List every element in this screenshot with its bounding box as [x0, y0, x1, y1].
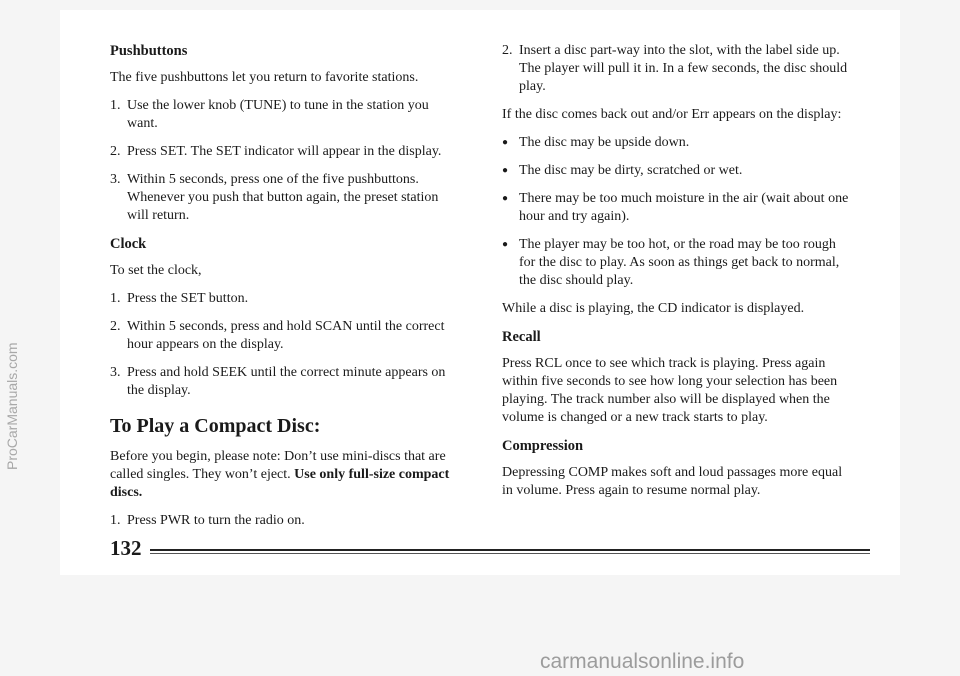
pushbuttons-step: [110, 97, 460, 133]
cd-intro: [110, 448, 460, 502]
bullet-icon: ●: [502, 193, 509, 204]
pushbuttons-intro: The five pushbuttons let you return to favorite stations.: [110, 70, 419, 85]
step-text: Within 5 seconds, press one of the five pushbuttons. Whenever you push that button again, the preset station will return.: [127, 172, 439, 223]
bullet-item: [502, 162, 852, 180]
compression-text: Depressing COMP makes soft and loud passages more equal in volume. Press again to resume normal play.: [502, 465, 843, 498]
side-watermark: ProCarManuals.com: [4, 342, 20, 470]
clock-heading: Clock: [110, 236, 147, 252]
right-column: [502, 42, 852, 510]
bullet-item: [502, 134, 852, 152]
bullet-text: The disc may be dirty, scratched or wet.: [519, 163, 743, 178]
bottom-watermark: carmanualsonline.info: [540, 650, 745, 673]
step-text: Insert a disc part-way into the slot, with the label side up. The player will pull it in. In a few seconds, the disc should play.: [519, 43, 848, 94]
bullet-text: There may be too much moisture in the air (wait about one hour and try again).: [519, 191, 849, 224]
compression-heading: Compression: [502, 438, 584, 454]
recall-heading: Recall: [502, 329, 541, 345]
step-number: 3.: [110, 365, 121, 380]
cd-intro-text: Before you begin, please note: Don’t use mini-discs that are called singles. They won’t eject.: [110, 449, 446, 482]
bullet-icon: ●: [502, 165, 509, 176]
step-text: Press and hold SEEK until the correct minute appears on the display.: [127, 365, 446, 398]
pushbuttons-step: [110, 171, 460, 225]
step-text: Press SET. The SET indicator will appear in the display.: [127, 144, 442, 159]
clock-step: [110, 290, 460, 308]
cd-indicator-note: While a disc is playing, the CD indicator is displayed.: [502, 301, 805, 316]
step-text: Press PWR to turn the radio on.: [127, 513, 305, 528]
clock-step: [110, 364, 460, 400]
bullet-item: [502, 236, 852, 290]
left-column: [110, 42, 460, 540]
step-text: Press the SET button.: [127, 291, 249, 306]
recall-text: Press RCL once to see which track is playing. Press again within five seconds to see how long your selection has been playing. The track number also will be displayed when the volume is changed or a new track starts to play.: [502, 356, 838, 425]
pushbuttons-heading: Pushbuttons: [110, 43, 188, 59]
step-number: 3.: [110, 172, 121, 187]
step-number: 1.: [110, 98, 121, 113]
bullet-text: The player may be too hot, or the road may be too rough for the disc to play. As soon as things get back to normal, the disc should play.: [519, 237, 840, 288]
bullet-item: [502, 190, 852, 226]
step-number: 2.: [110, 144, 121, 159]
bullet-icon: ●: [502, 137, 509, 148]
step-number: 2.: [110, 319, 121, 334]
step-number: 2.: [502, 43, 513, 58]
step-number: 1.: [110, 291, 121, 306]
pushbuttons-step: [110, 143, 460, 161]
page-number: 132: [110, 536, 142, 560]
clock-intro: To set the clock,: [110, 263, 202, 278]
footer-rule-thin: [150, 553, 870, 554]
manual-page: [60, 10, 900, 575]
err-intro: If the disc comes back out and/or Err appears on the display:: [502, 107, 842, 122]
cd-step: [502, 42, 852, 96]
cd-step: [110, 512, 460, 530]
step-number: 1.: [110, 513, 121, 528]
step-text: Use the lower knob (TUNE) to tune in the station you want.: [127, 98, 429, 131]
bullet-text: The disc may be upside down.: [519, 135, 690, 150]
page-footer: [110, 536, 870, 566]
footer-rule: [150, 549, 870, 551]
step-text: Within 5 seconds, press and hold SCAN until the correct hour appears on the display.: [127, 319, 445, 352]
cd-intro-bold: Use only full-size compact discs.: [110, 467, 450, 500]
cd-section-title: To Play a Compact Disc:: [110, 415, 321, 437]
clock-step: [110, 318, 460, 354]
bullet-icon: ●: [502, 239, 509, 250]
